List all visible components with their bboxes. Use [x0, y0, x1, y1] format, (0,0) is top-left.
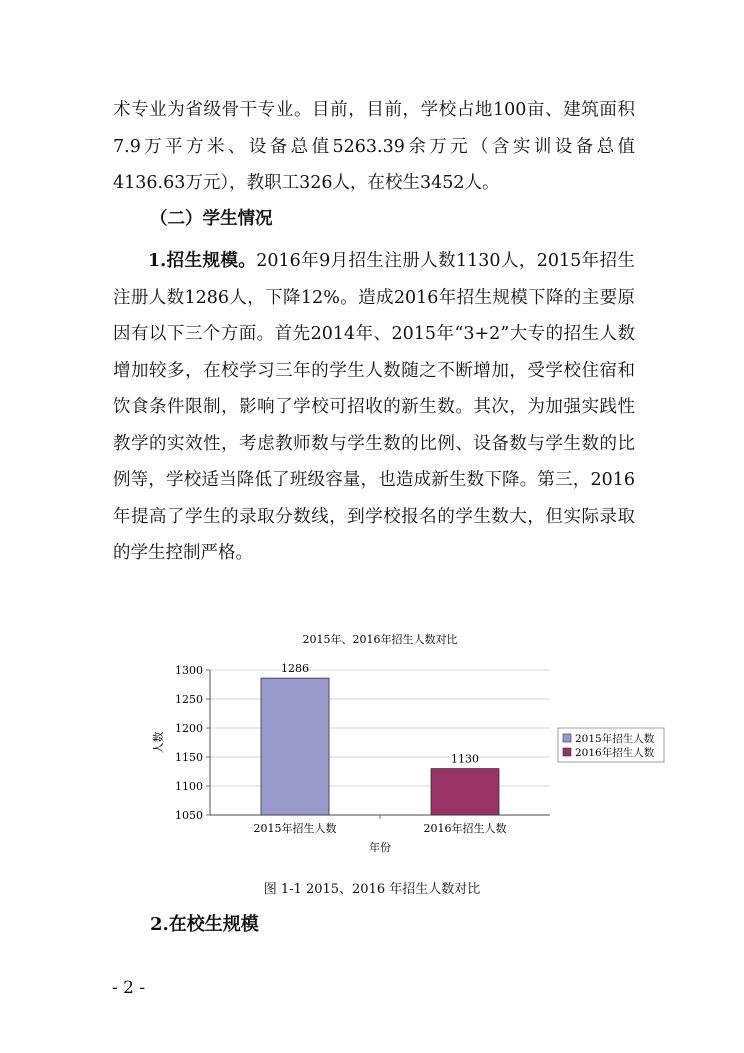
legend-label-1: 2015年招生人数 [575, 733, 655, 745]
y-tick-label: 1050 [175, 809, 203, 822]
page-number: - 2 - [112, 978, 146, 998]
paragraph-intro: 术专业为省级骨干专业。目前，目前，学校占地100亩、建筑面积7.9万平方米、设备总值5263.39余万元（含实训设备总值4136.63万元），教职工326人，在校生3452人。 [113, 100, 635, 193]
data-label-2: 1130 [451, 752, 479, 766]
y-tick-label: 1300 [175, 664, 203, 677]
section-heading-students: （二）学生情况 [150, 209, 273, 229]
x-axis-label: 年份 [369, 841, 391, 854]
y-tick-label: 1100 [175, 780, 203, 793]
enrollment-chart [140, 622, 670, 862]
data-label-1: 1286 [281, 662, 309, 676]
enrollment-lead: 1.招生规模。 [148, 251, 257, 271]
enrollment-body: 2016年9月招生注册人数1130人，2015年招生注册人数1286人，下降12%。造成2016年招生规模下降的主要原因有以下三个方面。首先2014年、2015年“3+2”大专的招生人数增加较多，在校学习三年的学生人数随之不断增加，受学校住宿和饮食条件限制，影响了学校可招收的新生数。其次，为加强实践性教学的实效性，考虑教师数与学生数的比例、设备数与学生数的比例等，学校适当降低了班级容量，也造成新生数下降。第三，2016年提高了学生的录取分数线，到学校报名的学生数大，但实际录取的学生控制严格。 [113, 251, 635, 563]
x-tick-label: 2016年招生人数 [423, 822, 507, 835]
paragraph-enrollment [113, 243, 635, 572]
bar-2 [431, 769, 499, 815]
legend-label-2: 2016年招生人数 [575, 747, 655, 759]
legend-swatch-1 [563, 734, 571, 742]
subheading-current-students: 2.在校生规模 [150, 914, 259, 935]
x-tick-label: 2015年招生人数 [253, 822, 337, 835]
legend-swatch-2 [563, 748, 571, 756]
y-tick-label: 1200 [175, 722, 203, 735]
chart-canvas [140, 622, 670, 862]
y-tick-label: 1250 [175, 693, 203, 706]
y-tick-label: 1150 [175, 751, 203, 764]
y-axis-label: 人数 [152, 731, 165, 754]
bar-1 [261, 678, 329, 815]
chart-title: 2015年、2016年招生人数对比 [302, 633, 458, 646]
figure-caption: 图 1-1 2015、2016 年招生人数对比 [263, 882, 481, 897]
